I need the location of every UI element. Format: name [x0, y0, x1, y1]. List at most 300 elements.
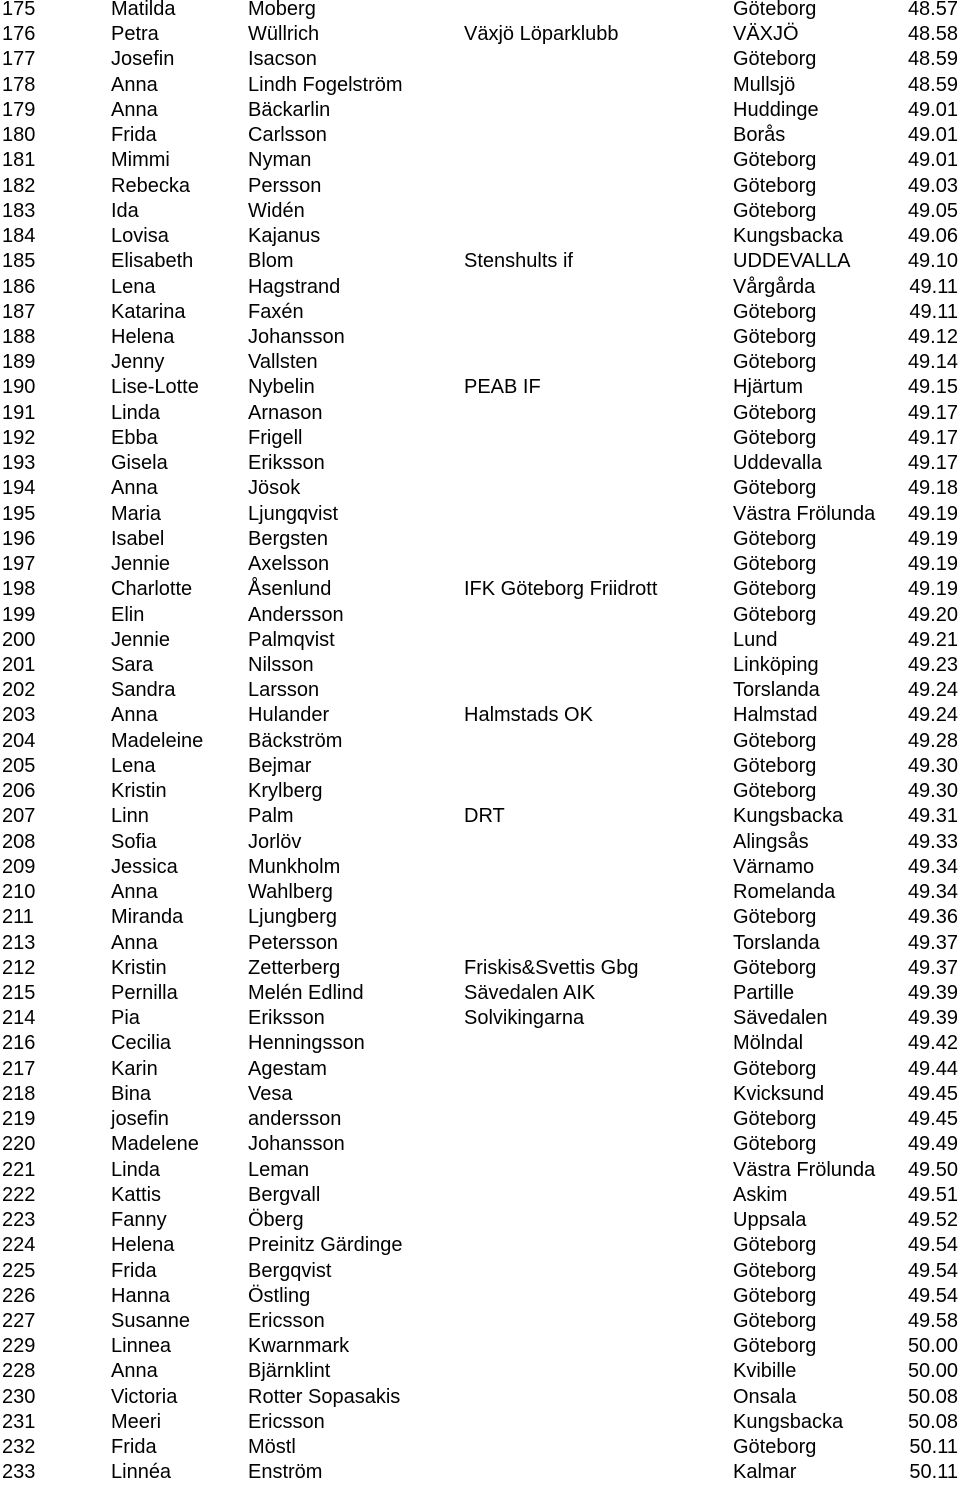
time-cell: 49.11: [909, 275, 958, 298]
last-name-cell: Wahlberg: [248, 881, 333, 904]
first-name-cell: Anna: [111, 704, 158, 727]
place-cell: 231: [2, 1410, 36, 1433]
time-cell: 49.34: [907, 881, 958, 904]
time-cell: 48.59: [907, 48, 958, 71]
city-cell: Göteborg: [733, 401, 817, 424]
table-row: [0, 1410, 960, 1435]
city-cell: Göteborg: [733, 325, 817, 348]
city-cell: Göteborg: [733, 351, 817, 374]
place-cell: 193: [2, 452, 36, 475]
last-name-cell: Rotter Sopasakis: [248, 1385, 401, 1408]
last-name-cell: Bergsten: [248, 527, 329, 550]
place-cell: 229: [2, 1335, 36, 1358]
place-cell: 220: [2, 1133, 36, 1156]
time-cell: 49.01: [907, 124, 958, 147]
last-name-cell: Frigell: [248, 426, 303, 449]
table-row: [0, 275, 960, 300]
table-row: [0, 401, 960, 426]
last-name-cell: Hagstrand: [248, 275, 341, 298]
first-name-cell: Sofia: [111, 830, 157, 853]
place-cell: 206: [2, 780, 36, 803]
city-cell: Göteborg: [733, 754, 817, 777]
place-cell: 200: [2, 628, 36, 651]
table-row: [0, 1006, 960, 1031]
city-cell: Göteborg: [733, 906, 817, 929]
time-cell: 49.45: [907, 1108, 958, 1131]
first-name-cell: Pia: [111, 1007, 140, 1030]
last-name-cell: Vesa: [248, 1082, 293, 1105]
table-row: [0, 1385, 960, 1410]
first-name-cell: Meeri: [111, 1410, 162, 1433]
first-name-cell: Ida: [111, 199, 139, 222]
time-cell: 49.54: [907, 1259, 958, 1282]
club-cell: Stenshults if: [464, 250, 573, 273]
city-cell: Kungsbacka: [733, 805, 844, 828]
first-name-cell: Anna: [111, 73, 158, 96]
city-cell: Göteborg: [733, 149, 817, 172]
table-row: [0, 830, 960, 855]
time-cell: 49.17: [907, 452, 958, 475]
last-name-cell: Petersson: [248, 931, 339, 954]
last-name-cell: Möstl: [248, 1436, 296, 1459]
last-name-cell: Bergvall: [248, 1183, 321, 1206]
first-name-cell: Elin: [111, 603, 145, 626]
first-name-cell: Madelene: [111, 1133, 199, 1156]
table-row: [0, 956, 960, 981]
city-cell: Göteborg: [733, 1133, 817, 1156]
place-cell: 195: [2, 502, 36, 525]
table-row: [0, 1031, 960, 1056]
last-name-cell: Isacson: [248, 48, 317, 71]
city-cell: Göteborg: [733, 300, 817, 323]
last-name-cell: Öberg: [248, 1209, 304, 1232]
place-cell: 224: [2, 1234, 36, 1257]
place-cell: 208: [2, 830, 36, 853]
table-row: [0, 754, 960, 779]
time-cell: 49.45: [907, 1082, 958, 1105]
table-row: [0, 880, 960, 905]
place-cell: 202: [2, 679, 36, 702]
place-cell: 233: [2, 1461, 36, 1484]
place-cell: 197: [2, 553, 36, 576]
city-cell: Askim: [733, 1183, 788, 1206]
last-name-cell: Arnason: [248, 401, 323, 424]
first-name-cell: Kristin: [111, 956, 167, 979]
last-name-cell: Bergqvist: [248, 1259, 332, 1282]
table-row: [0, 603, 960, 628]
first-name-cell: Lena: [111, 754, 156, 777]
table-row: [0, 905, 960, 930]
place-cell: 191: [2, 401, 36, 424]
first-name-cell: Lena: [111, 275, 156, 298]
place-cell: 187: [2, 300, 36, 323]
city-cell: Linköping: [733, 653, 819, 676]
last-name-cell: Nilsson: [248, 653, 314, 676]
city-cell: Mölndal: [733, 1032, 804, 1055]
time-cell: 49.24: [907, 679, 958, 702]
table-row: [0, 653, 960, 678]
last-name-cell: Kajanus: [248, 225, 321, 248]
first-name-cell: Frida: [111, 124, 157, 147]
city-cell: Göteborg: [733, 553, 817, 576]
first-name-cell: Isabel: [111, 527, 165, 550]
time-cell: 49.44: [907, 1057, 958, 1080]
club-cell: DRT: [464, 805, 505, 828]
table-row: [0, 451, 960, 476]
city-cell: Göteborg: [733, 1108, 817, 1131]
time-cell: 49.10: [907, 250, 958, 273]
time-cell: 49.58: [907, 1309, 958, 1332]
club-cell: Friskis&Svettis Gbg: [464, 956, 639, 979]
last-name-cell: Andersson: [248, 603, 344, 626]
time-cell: 49.12: [907, 325, 958, 348]
last-name-cell: Blom: [248, 250, 294, 273]
table-row: [0, 224, 960, 249]
table-row: [0, 1208, 960, 1233]
place-cell: 192: [2, 426, 36, 449]
time-cell: 49.03: [907, 174, 958, 197]
last-name-cell: Agestam: [248, 1057, 327, 1080]
first-name-cell: Miranda: [111, 906, 184, 929]
time-cell: 50.11: [909, 1461, 958, 1484]
first-name-cell: Frida: [111, 1436, 157, 1459]
first-name-cell: Karin: [111, 1057, 158, 1080]
city-cell: Uppsala: [733, 1209, 807, 1232]
table-row: [0, 527, 960, 552]
last-name-cell: Palm: [248, 805, 294, 828]
city-cell: Onsala: [733, 1385, 797, 1408]
time-cell: 49.01: [907, 98, 958, 121]
time-cell: 49.20: [907, 603, 958, 626]
table-row: [0, 1057, 960, 1082]
city-cell: Vårgårda: [733, 275, 816, 298]
last-name-cell: Bejmar: [248, 754, 312, 777]
time-cell: 49.39: [907, 981, 958, 1004]
first-name-cell: Anna: [111, 1360, 158, 1383]
city-cell: Kvibille: [733, 1360, 797, 1383]
table-row: [0, 1460, 960, 1485]
first-name-cell: Gisela: [111, 452, 168, 475]
place-cell: 178: [2, 73, 36, 96]
table-row: [0, 703, 960, 728]
city-cell: Romelanda: [733, 881, 836, 904]
last-name-cell: Bjärnklint: [248, 1360, 331, 1383]
last-name-cell: Vallsten: [248, 351, 318, 374]
club-cell: Växjö Löparklubb: [464, 23, 619, 46]
first-name-cell: Pernilla: [111, 981, 178, 1004]
table-row: [0, 981, 960, 1006]
time-cell: 49.49: [907, 1133, 958, 1156]
table-row: [0, 0, 960, 22]
first-name-cell: Sara: [111, 653, 154, 676]
first-name-cell: Frida: [111, 1259, 157, 1282]
last-name-cell: andersson: [248, 1108, 342, 1131]
place-cell: 213: [2, 931, 36, 954]
first-name-cell: Ebba: [111, 426, 158, 449]
city-cell: Västra Frölunda: [733, 502, 876, 525]
club-cell: Solvikingarna: [464, 1007, 585, 1030]
time-cell: 50.11: [909, 1436, 958, 1459]
club-cell: Halmstads OK: [464, 704, 593, 727]
last-name-cell: Moberg: [248, 0, 316, 20]
city-cell: Göteborg: [733, 956, 817, 979]
place-cell: 185: [2, 250, 36, 273]
table-row: [0, 577, 960, 602]
time-cell: 49.18: [907, 477, 958, 500]
city-cell: Göteborg: [733, 477, 817, 500]
first-name-cell: Matilda: [111, 0, 176, 20]
last-name-cell: Ericsson: [248, 1410, 325, 1433]
time-cell: 49.28: [907, 729, 958, 752]
last-name-cell: Melén Edlind: [248, 981, 364, 1004]
time-cell: 48.58: [907, 23, 958, 46]
club-cell: PEAB IF: [464, 376, 541, 399]
city-cell: Kalmar: [733, 1461, 797, 1484]
table-row: [0, 1158, 960, 1183]
place-cell: 222: [2, 1183, 36, 1206]
table-row: [0, 73, 960, 98]
last-name-cell: Munkholm: [248, 855, 341, 878]
last-name-cell: Henningsson: [248, 1032, 365, 1055]
city-cell: Göteborg: [733, 780, 817, 803]
table-row: [0, 1309, 960, 1334]
time-cell: 49.06: [907, 225, 958, 248]
place-cell: 219: [2, 1108, 36, 1131]
first-name-cell: Mimmi: [111, 149, 170, 172]
first-name-cell: Fanny: [111, 1209, 167, 1232]
first-name-cell: Jenny: [111, 351, 165, 374]
first-name-cell: Sandra: [111, 679, 176, 702]
time-cell: 49.17: [907, 426, 958, 449]
place-cell: 183: [2, 199, 36, 222]
last-name-cell: Palmqvist: [248, 628, 335, 651]
city-cell: Göteborg: [733, 1309, 817, 1332]
first-name-cell: Hanna: [111, 1284, 170, 1307]
place-cell: 198: [2, 578, 36, 601]
table-row: [0, 98, 960, 123]
last-name-cell: Carlsson: [248, 124, 327, 147]
last-name-cell: Johansson: [248, 1133, 345, 1156]
first-name-cell: Linnéa: [111, 1461, 172, 1484]
time-cell: 48.57: [907, 0, 958, 20]
table-row: [0, 375, 960, 400]
city-cell: Uddevalla: [733, 452, 822, 475]
city-cell: Göteborg: [733, 578, 817, 601]
time-cell: 50.00: [907, 1360, 958, 1383]
place-cell: 190: [2, 376, 36, 399]
last-name-cell: Axelsson: [248, 553, 330, 576]
place-cell: 225: [2, 1259, 36, 1282]
first-name-cell: Petra: [111, 23, 159, 46]
city-cell: Göteborg: [733, 48, 817, 71]
time-cell: 49.05: [907, 199, 958, 222]
city-cell: Göteborg: [733, 199, 817, 222]
last-name-cell: Larsson: [248, 679, 320, 702]
city-cell: Mullsjö: [733, 73, 796, 96]
time-cell: 48.59: [907, 73, 958, 96]
table-row: [0, 628, 960, 653]
table-row: [0, 123, 960, 148]
last-name-cell: Krylberg: [248, 780, 323, 803]
last-name-cell: Ericsson: [248, 1309, 325, 1332]
first-name-cell: Elisabeth: [111, 250, 194, 273]
city-cell: Göteborg: [733, 1335, 817, 1358]
city-cell: Halmstad: [733, 704, 818, 727]
first-name-cell: Rebecka: [111, 174, 190, 197]
city-cell: Värnamo: [733, 855, 815, 878]
last-name-cell: Widén: [248, 199, 305, 222]
place-cell: 211: [2, 906, 34, 929]
first-name-cell: Bina: [111, 1082, 152, 1105]
table-row: [0, 426, 960, 451]
city-cell: Hjärtum: [733, 376, 804, 399]
city-cell: Partille: [733, 981, 795, 1004]
table-row: [0, 47, 960, 72]
city-cell: Torslanda: [733, 679, 820, 702]
last-name-cell: Jösok: [248, 477, 301, 500]
place-cell: 216: [2, 1032, 36, 1055]
last-name-cell: Bäckström: [248, 729, 343, 752]
last-name-cell: Ljungberg: [248, 906, 337, 929]
table-row: [0, 350, 960, 375]
city-cell: Kungsbacka: [733, 225, 844, 248]
last-name-cell: Zetterberg: [248, 956, 341, 979]
place-cell: 186: [2, 275, 36, 298]
place-cell: 205: [2, 754, 36, 777]
place-cell: 221: [2, 1158, 36, 1181]
place-cell: 203: [2, 704, 36, 727]
time-cell: 49.30: [907, 754, 958, 777]
place-cell: 212: [2, 956, 36, 979]
club-cell: IFK Göteborg Friidrott: [464, 578, 658, 601]
first-name-cell: Victoria: [111, 1385, 178, 1408]
place-cell: 176: [2, 23, 36, 46]
first-name-cell: Kattis: [111, 1183, 162, 1206]
place-cell: 228: [2, 1360, 36, 1383]
city-cell: Göteborg: [733, 174, 817, 197]
city-cell: Borås: [733, 124, 786, 147]
first-name-cell: Susanne: [111, 1309, 190, 1332]
table-row: [0, 1359, 960, 1384]
first-name-cell: Jennie: [111, 628, 170, 651]
place-cell: 201: [2, 653, 36, 676]
place-cell: 188: [2, 325, 36, 348]
place-cell: 199: [2, 603, 36, 626]
table-row: [0, 174, 960, 199]
city-cell: Göteborg: [733, 1259, 817, 1282]
place-cell: 232: [2, 1436, 36, 1459]
table-row: [0, 931, 960, 956]
place-cell: 230: [2, 1385, 36, 1408]
time-cell: 49.14: [907, 351, 958, 374]
last-name-cell: Leman: [248, 1158, 310, 1181]
last-name-cell: Faxén: [248, 300, 304, 323]
place-cell: 226: [2, 1284, 36, 1307]
city-cell: Sävedalen: [733, 1007, 828, 1030]
last-name-cell: Åsenlund: [248, 578, 332, 601]
club-cell: Sävedalen AIK: [464, 981, 596, 1004]
place-cell: 184: [2, 225, 36, 248]
table-row: [0, 1259, 960, 1284]
table-row: [0, 300, 960, 325]
place-cell: 194: [2, 477, 36, 500]
place-cell: 179: [2, 98, 36, 121]
place-cell: 182: [2, 174, 36, 197]
last-name-cell: Eriksson: [248, 1007, 325, 1030]
table-row: [0, 249, 960, 274]
first-name-cell: Maria: [111, 502, 162, 525]
city-cell: Torslanda: [733, 931, 820, 954]
last-name-cell: Jorlöv: [248, 830, 302, 853]
city-cell: Göteborg: [733, 729, 817, 752]
last-name-cell: Lindh Fogelström: [248, 73, 403, 96]
first-name-cell: Katarina: [111, 300, 186, 323]
first-name-cell: Linnea: [111, 1335, 172, 1358]
first-name-cell: Anna: [111, 98, 158, 121]
place-cell: 218: [2, 1082, 36, 1105]
city-cell: Göteborg: [733, 1284, 817, 1307]
city-cell: Göteborg: [733, 527, 817, 550]
first-name-cell: Anna: [111, 881, 158, 904]
table-row: [0, 552, 960, 577]
first-name-cell: Anna: [111, 931, 158, 954]
first-name-cell: Linda: [111, 1158, 160, 1181]
last-name-cell: Eriksson: [248, 452, 325, 475]
time-cell: 49.19: [907, 527, 958, 550]
first-name-cell: Josefin: [111, 48, 175, 71]
time-cell: 49.15: [907, 376, 958, 399]
time-cell: 49.52: [907, 1209, 958, 1232]
first-name-cell: Jessica: [111, 855, 178, 878]
first-name-cell: Anna: [111, 477, 158, 500]
last-name-cell: Persson: [248, 174, 322, 197]
table-row: [0, 1132, 960, 1157]
table-row: [0, 1334, 960, 1359]
table-row: [0, 199, 960, 224]
time-cell: 49.30: [907, 780, 958, 803]
table-row: [0, 729, 960, 754]
last-name-cell: Östling: [248, 1284, 311, 1307]
time-cell: 49.19: [907, 553, 958, 576]
time-cell: 49.37: [907, 956, 958, 979]
table-row: [0, 855, 960, 880]
time-cell: 49.31: [907, 805, 958, 828]
time-cell: 49.54: [907, 1234, 958, 1257]
time-cell: 49.51: [907, 1183, 958, 1206]
time-cell: 49.23: [907, 653, 958, 676]
first-name-cell: Kristin: [111, 780, 167, 803]
time-cell: 49.24: [907, 704, 958, 727]
time-cell: 49.19: [907, 578, 958, 601]
time-cell: 50.08: [907, 1385, 958, 1408]
first-name-cell: Jennie: [111, 553, 170, 576]
last-name-cell: Nyman: [248, 149, 312, 172]
table-row: [0, 148, 960, 173]
first-name-cell: Linda: [111, 401, 160, 424]
table-row: [0, 1435, 960, 1460]
last-name-cell: Preinitz Gärdinge: [248, 1234, 403, 1257]
table-row: [0, 502, 960, 527]
city-cell: Göteborg: [733, 0, 817, 20]
city-cell: Göteborg: [733, 1234, 817, 1257]
time-cell: 49.34: [907, 855, 958, 878]
first-name-cell: Helena: [111, 325, 175, 348]
time-cell: 49.50: [907, 1158, 958, 1181]
place-cell: 196: [2, 527, 36, 550]
time-cell: 49.39: [907, 1007, 958, 1030]
time-cell: 50.00: [907, 1335, 958, 1358]
time-cell: 49.21: [907, 628, 958, 651]
